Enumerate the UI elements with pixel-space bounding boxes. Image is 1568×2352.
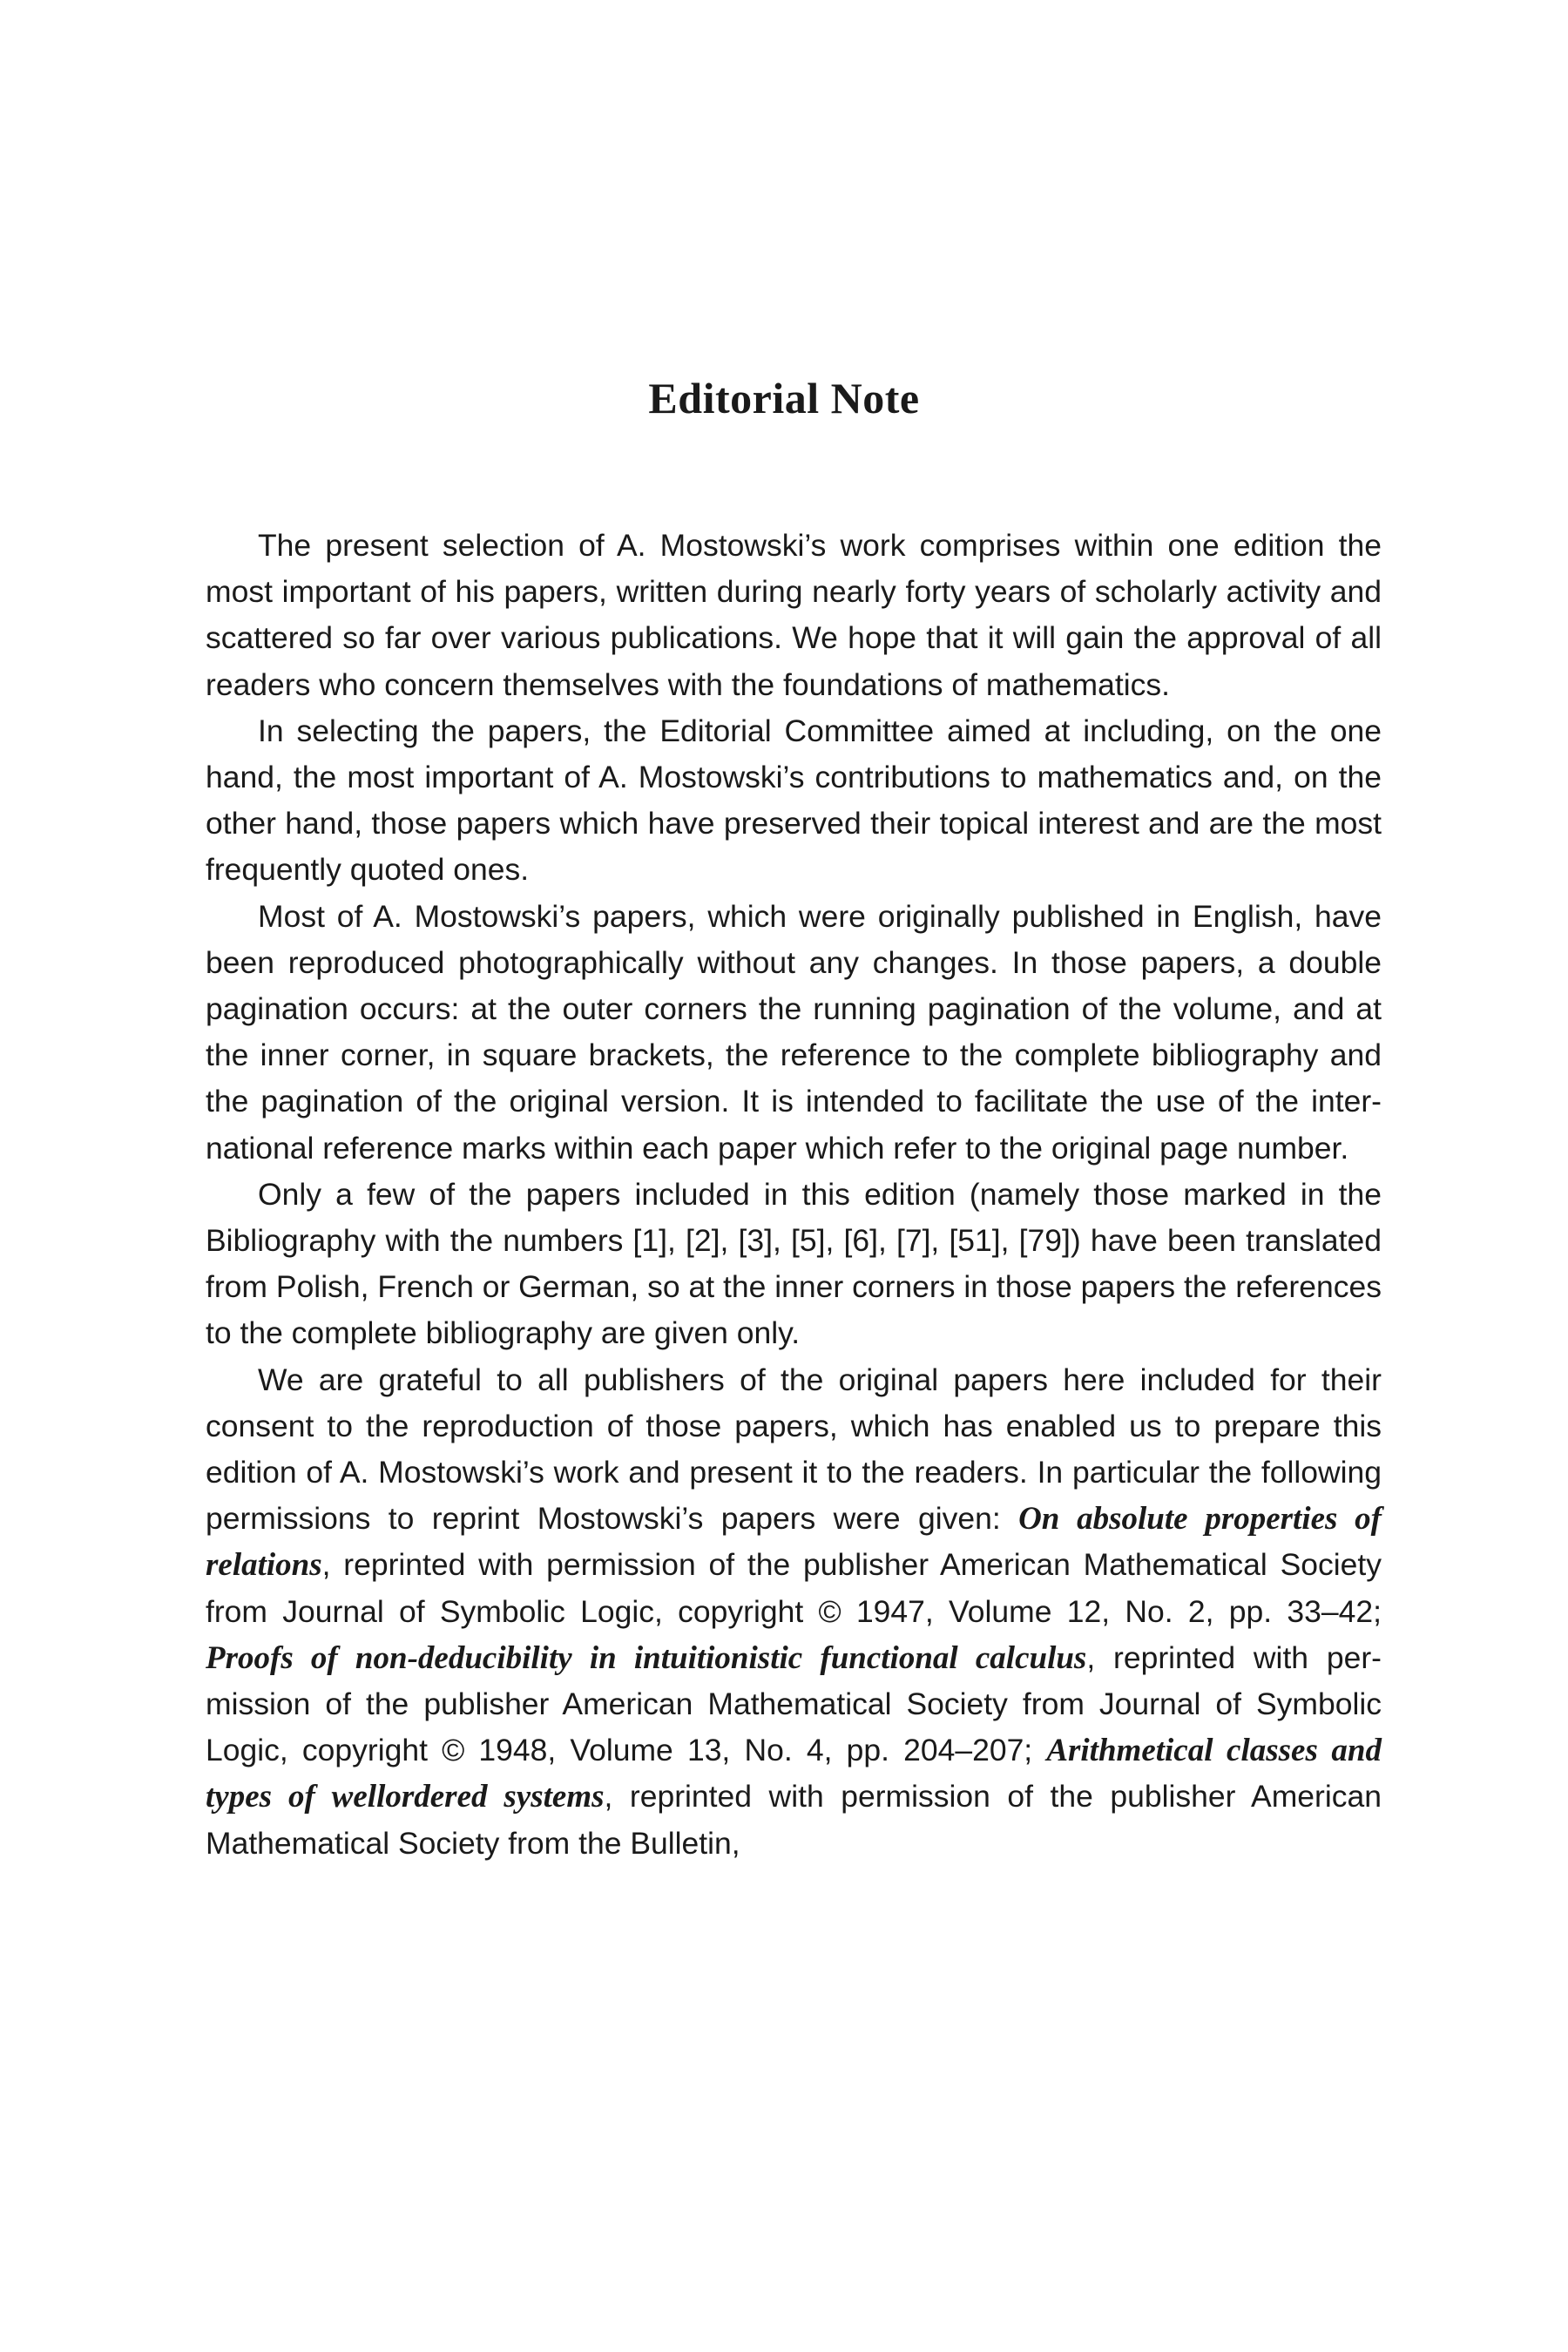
text-run: The present selection of A. Mostowski’s work comprises within one edition the most important of his papers, written during nearly forty years of scholarly activity and scattered so far over various publications. We hope that it will gain the approval of all readers who concern themselves with the foundations of mathematics. xyxy=(206,528,1382,702)
text-run: We are grateful to all publishers of the original papers here included for their consent to the reproduction of those papers, which has enabled us to prepare this edition of A. Mostowski’s work and present it to the readers. In particular the following permissions to reprint Mostowski’s papers were given: xyxy=(206,1362,1382,1537)
paper-title: On absolute properties of relations xyxy=(206,1501,1382,1584)
text-run: Most of A. Mostowski’s papers, which were originally published in English, have been reproduced photographically without any changes. In those papers, a double pagination occurs: at the outer corners the running pagination of the volume, and at the inner corner, in square brackets, the reference to the complete bibliography and the pagination of the original version. It is intended to facilitate the use of the international reference marks within each paper which refer to the original page number. xyxy=(206,898,1382,1166)
paragraph xyxy=(206,708,1382,894)
paragraph xyxy=(206,523,1382,708)
paragraph xyxy=(206,1172,1382,1357)
text-run: , reprinted with permission of the publisher American Mathematical Society from Journal of Symbolic Logic, copyright © 1948, Volume 13, No. 4, pp. 204–207; xyxy=(206,1639,1382,1768)
paper-title: Proofs of non-deducibility in intuitionistic functional calculus xyxy=(206,1639,1087,1676)
text-run: Only a few of the papers included in this edition (namely those marked in the Bibliography with the numbers [1], [2], [3], [5], [6], [7], [51], [79]) have been translated from Polish, French or German, so at the inner corners in those papers the references to the complete bibliography are given only. xyxy=(206,1176,1382,1351)
body-text xyxy=(206,523,1382,1867)
text-run: , reprinted with permission of the publisher American Mathematical Society from Journal of Symbolic Logic, copyright © 1947, Volume 12, No. 2, pp. 33–42; xyxy=(206,1547,1382,1629)
paragraph xyxy=(206,894,1382,1172)
paragraph xyxy=(206,1357,1382,1867)
paper-title: Arithmetical classes and types of wellordered systems xyxy=(206,1733,1382,1815)
page-title: Editorial Note xyxy=(648,374,920,422)
text-run: , reprinted with permission of the publisher American Mathematical Society from the Bulletin, xyxy=(206,1779,1382,1861)
text-run: In selecting the papers, the Editorial Committee aimed at including, on the one hand, the most important of A. Mostowski’s contributions to mathematics and, on the other hand, those papers which have preserved their topical interest and are the most frequently quoted ones. xyxy=(206,713,1382,888)
